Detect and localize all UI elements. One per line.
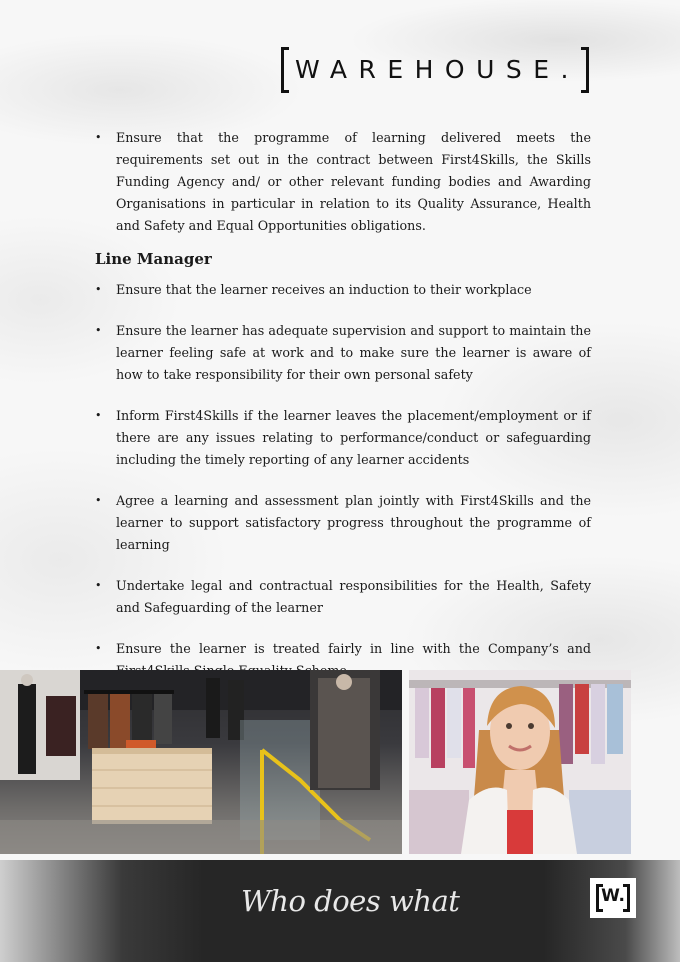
- footer-title: Who does what: [241, 884, 460, 918]
- list-item: • Ensure the learner is treated fairly in line with the Company’s and: [95, 638, 591, 682]
- badge-bracket-right: [623, 884, 630, 912]
- logo-bracket-right: [581, 47, 589, 93]
- store-interior-illustration: [0, 670, 402, 854]
- line-manager-bullet-list: [95, 279, 591, 682]
- badge-text: W.: [601, 886, 625, 906]
- woman-portrait-photo: [409, 670, 631, 854]
- woman-portrait-illustration: [409, 670, 631, 854]
- list-item: • Undertake legal and contractual responsibilities for the Health, Safety and Safeguarding of the learner: [95, 575, 591, 619]
- main-content: [95, 127, 591, 701]
- intro-bullet-list: [95, 127, 591, 237]
- line-manager-heading: Line Manager: [95, 250, 212, 268]
- warehouse-badge-logo: [590, 878, 636, 918]
- warehouse-logo: [281, 47, 589, 93]
- logo-wordmark: WAREHOUSE.: [295, 55, 581, 84]
- list-item: • Ensure that the learner receives an induction to their workplace: [95, 279, 591, 301]
- list-item: • Agree a learning and assessment plan jointly with First4Skills and the learner to support satisfactory progress throughout the programme of learning: [95, 490, 591, 556]
- logo-bracket-left: [281, 47, 289, 93]
- store-interior-photo: [0, 670, 402, 854]
- list-item: • Ensure that the programme of learning delivered meets the requirements set out in the contract between First4Skills, the Skills Funding Agency and/ or other relevant funding bodies and Awarding Organisations in particular in relation to its Quality Assurance, Health and Safety and Equal Opportunities obligations.: [95, 127, 591, 237]
- list-item: • Inform First4Skills if the learner leaves the placement/employment or if there are any issues relating to performance/conduct or safeguarding including the timely reporting of any learner accidents: [95, 405, 591, 471]
- list-item: • Ensure the learner has adequate supervision and support to maintain the learner feeling safe at work and to make sure the learner is aware of how to take responsibility for their own personal safety: [95, 320, 591, 386]
